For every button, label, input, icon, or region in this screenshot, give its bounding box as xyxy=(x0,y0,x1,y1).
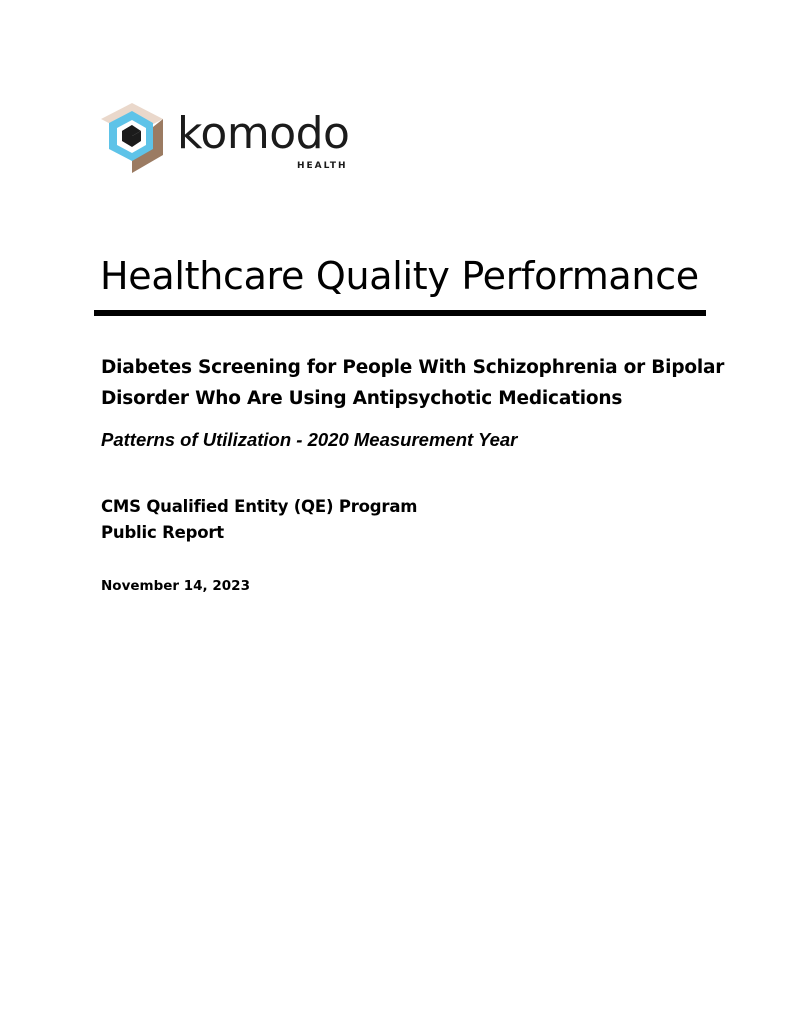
komodo-logo-icon xyxy=(101,103,163,173)
page-title: Healthcare Quality Performance xyxy=(100,254,699,298)
report-date: November 14, 2023 xyxy=(101,578,250,594)
subtitle-line-1: Diabetes Screening for People With Schizophrenia or Bipolar xyxy=(101,357,725,378)
subtitle-line-2: Disorder Who Are Using Antipsychotic Medications xyxy=(101,388,623,409)
report-type: Public Report xyxy=(101,523,224,542)
program-block xyxy=(101,494,417,546)
title-divider xyxy=(94,310,706,316)
logo-wordmark: komodo xyxy=(177,108,350,159)
komodo-health-logo xyxy=(101,103,361,175)
measurement-period: Patterns of Utilization - 2020 Measurement Year xyxy=(101,429,518,450)
program-name: CMS Qualified Entity (QE) Program xyxy=(101,497,418,516)
report-subtitle xyxy=(101,352,725,414)
logo-subtext: HEALTH xyxy=(297,161,348,171)
